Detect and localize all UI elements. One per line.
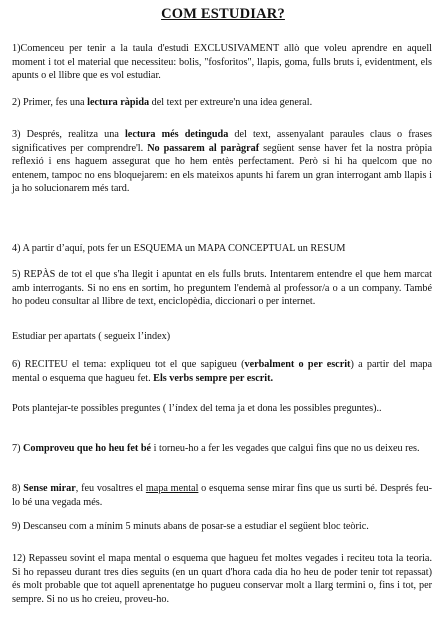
paragraph-8-text-mid: , feu vosaltres el [75, 483, 146, 494]
paragraph-3-text-end: següent sense haver fet la nostra pròpia reflexió i ens haguem assegurat que ho hem entès perfectament. Però si hi ha quelcom que no entenem, tampoc no ens bloquejarem: en els mateixos apunts hi farem un gran interrogant amb llapis i ja ho solucionarem més tard. [12, 142, 432, 195]
paragraph-6-bold: verbalment o per escrit [244, 359, 351, 370]
paragraph-12: 12) Repasseu sovint el mapa mental o esquema que hagueu fet moltes vegades i reciteu tota la teoria. Si ho repasseu durant tres dies seguits (en un quart d'hora cada dia ho heu de poder tenir tot repassat) és molt probable que tot aquell aprenentatge ho pugueu conservar molt a llarg termini o, fins i tot, per sempre. Si no us ho creieu, proveu-ho. [12, 553, 432, 605]
paragraph-8-bold: Sense mirar [23, 483, 76, 494]
paragraph-6-text-mid: ) a partir del mapa mental o esquema que hagueu fet. [12, 359, 433, 384]
paragraph-6-text: 6) RECITEU el tema: expliqueu tot el que sapigueu ( [12, 359, 245, 370]
paragraph-7 [12, 442, 432, 456]
paragraph-3 [12, 128, 432, 196]
paragraph-3-bold-2: No passarem al paràgraf [147, 142, 260, 154]
paragraph-6-bold-2: Els verbs sempre per escrit. [153, 372, 274, 384]
paragraph-2-text: 2) Primer, fes una [12, 97, 88, 108]
paragraph-5: 5) REPÀS de tot el que s'ha llegit i apuntat en els fulls bruts. Intentarem entendre el que hem marcat amb interrogants. Si no ens en sortim, ho preguntem l'endemà al professor/a o a un company. També ho podeu consultar al llibre de text, enciclopèdia, diccionari o per internet. [12, 269, 432, 308]
paragraph-4: 4) A partir d’aquí, pots fer un ESQUEMA un MAPA CONCEPTUAL un RESUM [12, 243, 346, 254]
paragraph-questions: Pots plantejar-te possibles preguntes ( l’índex del tema ja et dona les possibles preguntes).. [12, 403, 382, 414]
paragraph-6 [12, 358, 432, 385]
paragraph-3-bold: lectura més detinguda [124, 129, 229, 140]
paragraph-study-sections: Estudiar per apartats ( segueix l’index) [12, 331, 171, 342]
paragraph-2-text-end: del text per extreure'n una idea general. [149, 97, 313, 108]
paragraph-3-text: 3) Després, realitza una [12, 129, 125, 140]
paragraph-8-text-end: o esquema sense mirar fins que us surti bé. Després feu-lo bé una vegada més. [12, 483, 432, 508]
paragraph-1: 1)Comenceu per tenir a la taula d'estudi EXCLUSIVAMENT allò que voleu aprendre en aquell moment i tot el material que necessiteu: bolis, "fosforitos", llapis, goma, fulls bruts i, evidentment, els apunts o el llibre que es vol estudiar. [12, 43, 432, 82]
paragraph-7-text: 7) [12, 443, 24, 454]
page-title: COM ESTUDIAR? [161, 6, 285, 22]
paragraph-3-text-mid: del text, assenyalant paraules claus o frases significatives per comprendre'l. [12, 129, 433, 154]
paragraph-2-bold: lectura ràpida [87, 97, 150, 108]
paragraph-7-bold: Comproveu que ho heu fet bé [23, 443, 152, 454]
paragraph-8-text: 8) [12, 483, 24, 494]
paragraph-9: 9) Descanseu com a mínim 5 minuts abans de posar-se a estudiar el següent bloc teòric. [12, 521, 369, 532]
paragraph-8 [12, 482, 432, 509]
paragraph-2 [12, 96, 432, 110]
paragraph-8-underlined: mapa mental [145, 483, 199, 494]
paragraph-7-text-end: i torneu-ho a fer les vegades que calgui fins que no us deixeu res. [151, 443, 420, 454]
